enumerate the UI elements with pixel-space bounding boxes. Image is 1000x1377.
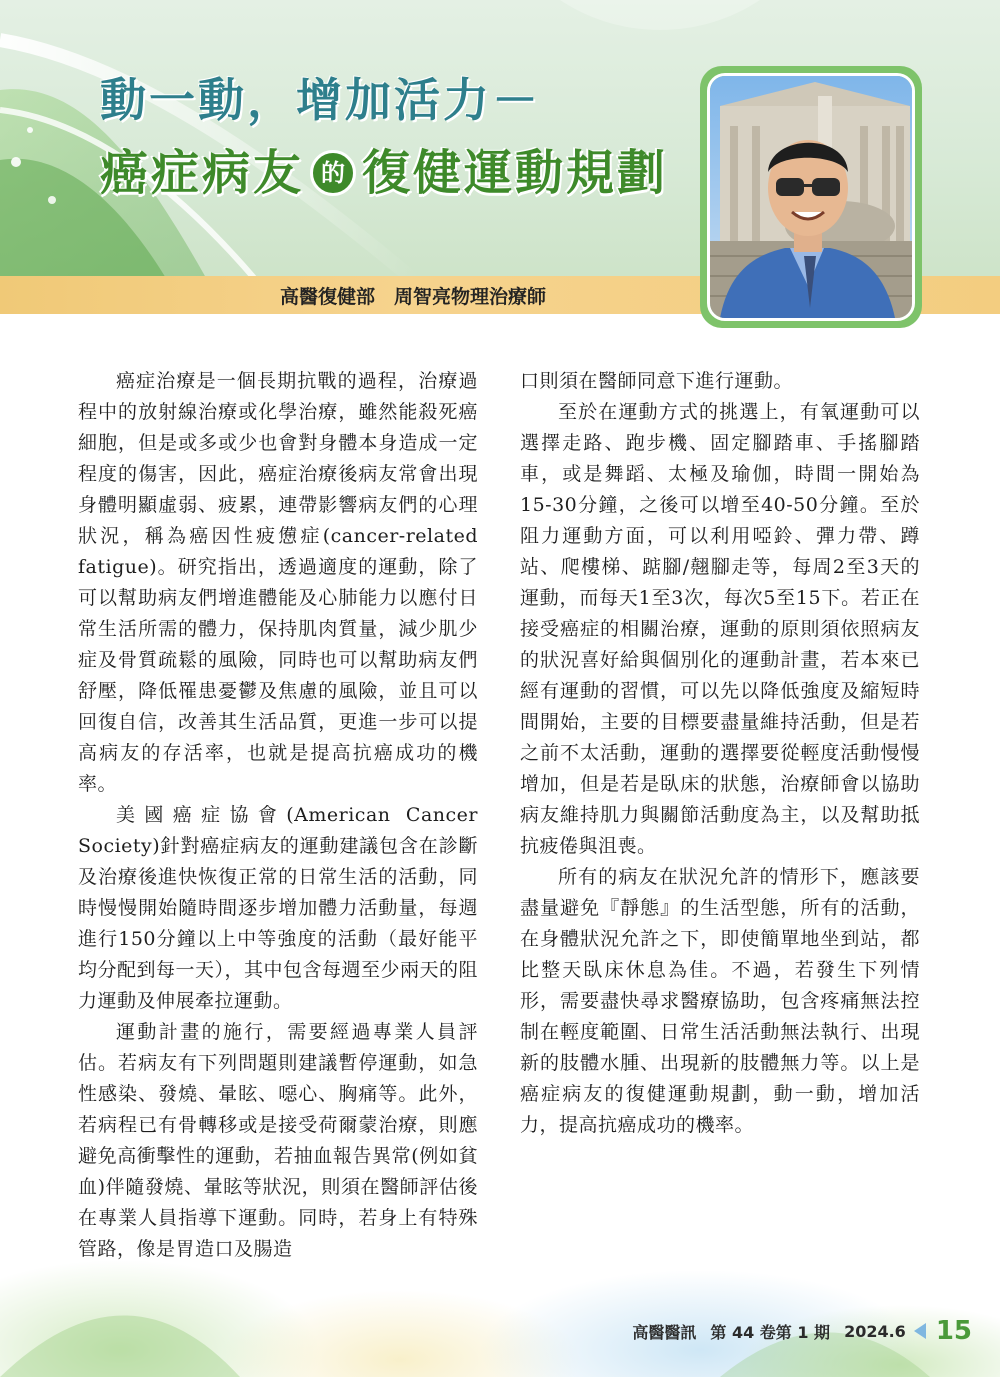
paragraph: 運動計畫的施行，需要經過專業人員評估。若病友有下列問題則建議暫停運動，如急性感染、發燒、暈眩、噁心、胸痛等。此外，若病程已有骨轉移或是接受荷爾蒙治療，則應避免高衝擊性的運動，若抽血報告異常(例如貧血)伴隨發燒、暈眩等狀況，則須在醫師評估後在專業人員指導下運動。同時，若身上有特殊管路，像是胃造口及腸造	[78, 1021, 478, 1260]
paragraph: 所有的病友在狀況允許的情形下，應該要盡量避免『靜態』的生活型態，所有的活動，在身體狀況允許之下，即使簡單地坐到站，都比整天臥床休息為佳。不過，若發生下列情形，需要盡快尋求醫療協助，包含疼痛無法控制在輕度範圍、日常生活活動無法執行、出現新的肢體水腫、出現新的肢體無力等。以上是癌症病友的復健運動規劃，動一動，增加活力，提高抗癌成功的機率。	[520, 866, 920, 1136]
title-line-2-part-2: 復健運動規劃	[362, 145, 669, 201]
paragraph: 口則須在醫師同意下進行運動。	[520, 370, 794, 392]
journal-name: 高醫醫訊	[632, 1322, 697, 1342]
paragraph: 美國癌症協會(American Cancer Society)針對癌症病友的運動建議包含在診斷及治療後進快恢復正常的日常生活的活動，同時慢慢開始隨時間逐步增加體力活動量，每週進行150分鐘以上中等強度的活動（最好能平均分配到每一天），其中包含每週至少兩天的阻力運動及伸展牽拉運動。	[78, 804, 479, 1012]
author-photo-frame	[700, 66, 922, 328]
paragraph: 至於在運動方式的挑選上，有氧運動可以選擇走路、跑步機、固定腳踏車、手搖腳踏車，或是舞蹈、太極及瑜伽，時間一開始為15-30分鐘，之後可以增至40-50分鐘。至於阻力運動方面，可以利用啞鈴、彈力帶、蹲站、爬樓梯、踮腳/翹腳走等，每周2至3天的運動，而每天1至3次，每次5至15下。若正在接受癌症的相關治療，運動的原則須依照病友的狀況喜好給與個別化的運動計畫，若本來已經有運動的習慣，可以先以降低強度及縮短時間開始，主要的目標要盡量維持活動，但是若之前不太活動，運動的選擇要從輕度活動慢慢增加，但是若是臥床的狀態，治療師會以協助病友維持肌力與關節活動度為主，以及幫助抵抗疲倦與沮喪。	[520, 401, 920, 857]
page-number: 15	[935, 1316, 972, 1346]
author-portrait-icon	[710, 76, 912, 318]
article-title	[100, 70, 668, 208]
title-line-1: 動一動，增加活力－	[100, 73, 541, 127]
triangle-left-icon	[914, 1323, 926, 1339]
author-photo	[707, 73, 915, 321]
volume-issue: 第 44 卷第 1 期	[710, 1322, 831, 1342]
paragraph: 癌症治療是一個長期抗戰的過程，治療過程中的放射線治療或化學治療，雖然能殺死癌細胞，但是或多或少也會對身體本身造成一定程度的傷害，因此，癌症治療後病友常會出現身體明顯虛弱、疲累，連帶影響病友們的心理狀況，稱為癌因性疲憊症(cancer-related fatigue)。研究指出，透過適度的運動，除了可以幫助病友們增進體能及心肺能力以應付日常生活所需的體力，保持肌肉質量，減少肌少症及骨質疏鬆的風險，同時也可以幫助病友們舒壓，降低罹患憂鬱及焦慮的風險，並且可以回復自信，改善其生活品質，更進一步可以提高病友的存活率，也就是提高抗癌成功的機率。	[78, 370, 478, 795]
page-footer	[632, 1316, 972, 1346]
title-connector-badge: 的	[310, 150, 356, 196]
title-line-2-part-1: 癌症病友	[100, 145, 305, 201]
issue-date: 2024.6	[844, 1321, 906, 1341]
author-byline: 高醫復健部 周智亮物理治療師	[280, 286, 547, 308]
title-line-2	[100, 138, 668, 208]
article-column-right	[520, 366, 920, 1141]
article-column-left	[78, 366, 478, 1265]
